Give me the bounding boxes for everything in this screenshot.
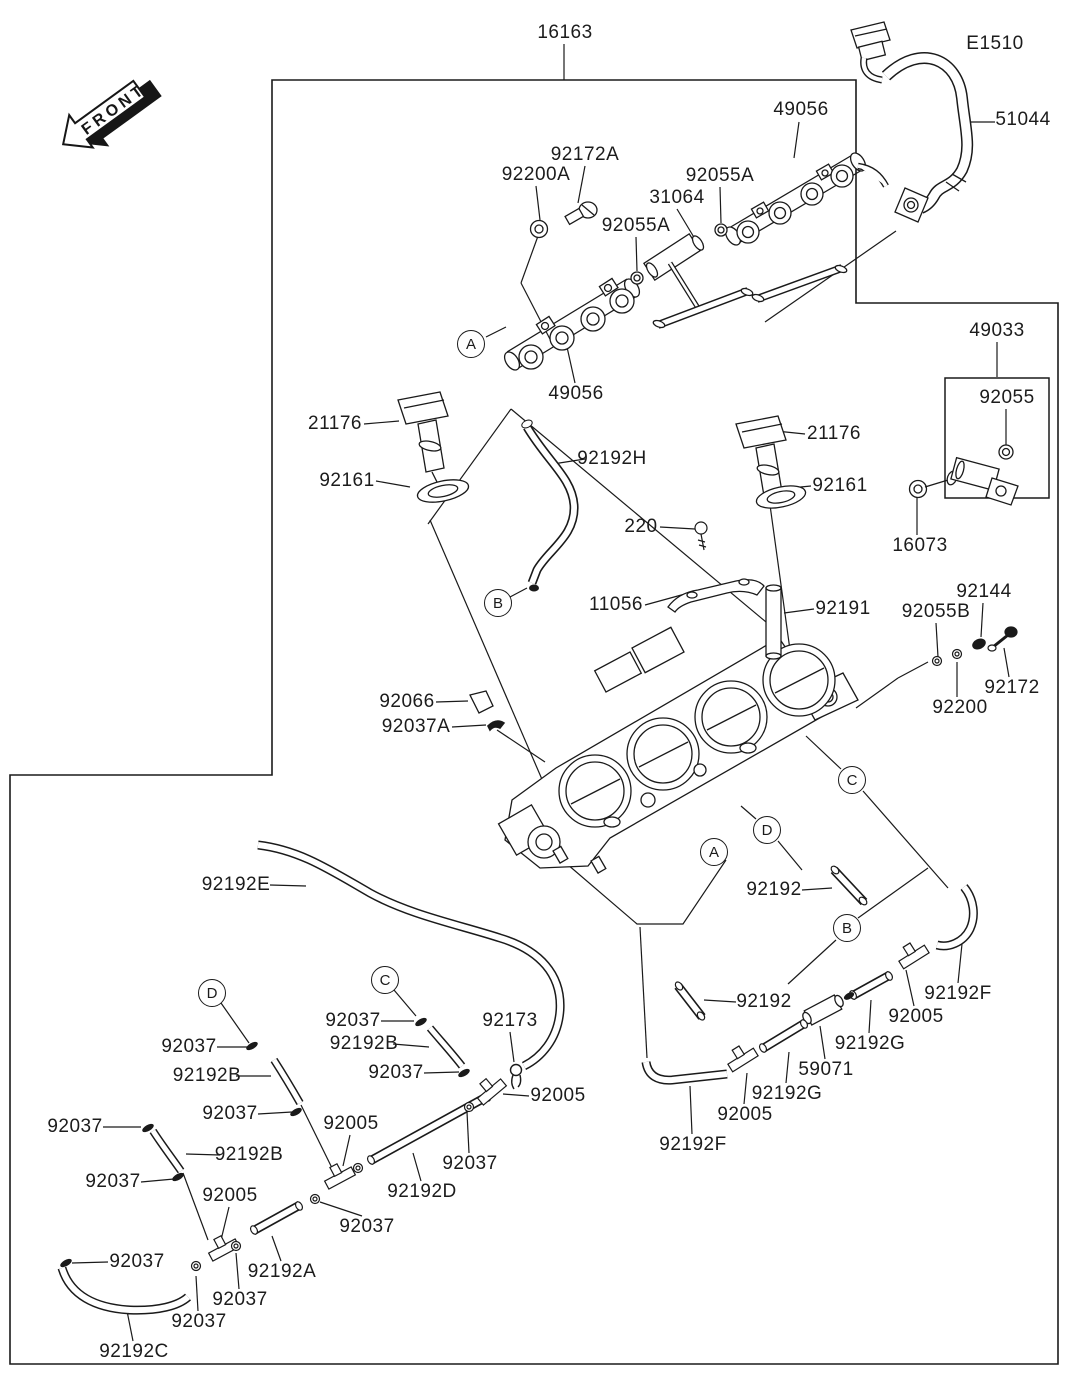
pipe-92191 [766, 585, 781, 659]
throttle-bore [559, 755, 631, 827]
part-label-49056: 49056 [548, 383, 604, 404]
part-label-92172: 92172 [984, 677, 1040, 698]
part-label-92192: 92192 [736, 991, 792, 1012]
part-label-49056: 49056 [773, 99, 829, 120]
oring-92055A-left [631, 272, 643, 284]
front-arrow-label: FRONT [78, 80, 150, 139]
throttle-bore [627, 718, 699, 790]
part-label-92037: 92037 [325, 1010, 381, 1031]
part-label-92173: 92173 [482, 1010, 538, 1031]
hose-92192E [258, 845, 560, 1066]
bolt-92172A [565, 202, 597, 224]
orings-92037 [192, 991, 855, 1270]
part-label-92192G: 92192G [834, 1033, 906, 1054]
pin-92144 [971, 637, 987, 651]
part-label-92005: 92005 [202, 1185, 258, 1206]
damper-92066 [470, 691, 493, 713]
part-label-92005: 92005 [717, 1104, 773, 1125]
part-label-92192C: 92192C [99, 1341, 169, 1362]
oring-92055A-right [715, 224, 727, 236]
part-label-92037: 92037 [47, 1116, 103, 1137]
part-label-92037: 92037 [339, 1216, 395, 1237]
hose-51044 [851, 22, 967, 222]
part-label-92037: 92037 [212, 1289, 268, 1310]
part-label-92192B: 92192B [329, 1033, 399, 1054]
bolt-92172 [988, 627, 1017, 651]
joint-pipe-31064 [644, 234, 848, 329]
tube-92192-top [830, 865, 869, 907]
part-label-92055A: 92055A [685, 165, 755, 186]
washer-92200A [531, 221, 548, 238]
bracket-11056 [668, 579, 764, 612]
part-label-92192F: 92192F [659, 1134, 727, 1155]
part-label-92192: 92192 [746, 879, 802, 900]
hose-92192B-c [430, 1028, 462, 1066]
part-label-92037: 92037 [368, 1062, 424, 1083]
injector-21176-right [736, 416, 808, 512]
part-label-92037: 92037 [202, 1103, 258, 1124]
part-label-92192B: 92192B [172, 1065, 242, 1086]
washer-16073 [910, 481, 927, 498]
hose-92192C [62, 1268, 188, 1310]
part-label-92191: 92191 [815, 598, 871, 619]
part-label-92144: 92144 [956, 581, 1012, 602]
part-label-16163: 16163 [537, 22, 593, 43]
clamp-92037A [488, 721, 504, 730]
part-label-92200A: 92200A [501, 164, 571, 185]
part-label-92037: 92037 [85, 1171, 141, 1192]
ref-marker-D: D [753, 816, 781, 844]
ref-marker-B: B [833, 914, 861, 942]
part-label-92192A: 92192A [247, 1261, 317, 1282]
part-label-59071: 59071 [798, 1059, 854, 1080]
part-label-92005: 92005 [530, 1085, 586, 1106]
part-label-92192H: 92192H [577, 448, 647, 469]
hose-92192B-d [274, 1060, 300, 1103]
part-label-21176: 21176 [308, 413, 362, 434]
part-label-49033: 49033 [969, 320, 1025, 341]
hose-92192H [521, 419, 575, 591]
part-label-92192D: 92192D [387, 1181, 457, 1202]
part-label-92037: 92037 [442, 1153, 498, 1174]
hose-92192B-left [153, 1131, 181, 1171]
part-label-92055: 92055 [979, 387, 1035, 408]
part-label-16073: 16073 [892, 535, 948, 556]
oring-92055 [999, 445, 1013, 459]
throttle-bore [695, 681, 767, 753]
part-label-92200: 92200 [932, 697, 988, 718]
part-label-92055B: 92055B [901, 601, 971, 622]
ref-marker-B: B [484, 589, 512, 617]
screw-220 [695, 522, 707, 550]
tube-92192-left [674, 981, 706, 1022]
fuel-rail-lower [502, 276, 643, 372]
part-label-92192B: 92192B [214, 1144, 284, 1165]
part-label-92172A: 92172A [550, 144, 620, 165]
front-arrow [51, 65, 167, 168]
ref-marker-C: C [838, 766, 866, 794]
tube-92192G-right [848, 971, 894, 1001]
part-label-21176: 21176 [807, 423, 861, 444]
throttle-body [499, 627, 858, 873]
part-label-92161: 92161 [812, 475, 868, 496]
washer-92055B [933, 657, 942, 666]
hose-92192F-left [646, 1062, 727, 1080]
injector-21176-left [398, 392, 471, 506]
part-label-92192E: 92192E [201, 874, 271, 895]
part-label-92037: 92037 [171, 1311, 227, 1332]
ref-marker-A: A [700, 838, 728, 866]
ref-marker-C: C [371, 966, 399, 994]
outer-border [10, 80, 1058, 1364]
valve-59071 [801, 994, 845, 1025]
part-label-51044: 51044 [995, 109, 1051, 130]
part-label-E1510: E1510 [966, 33, 1024, 54]
tube-92192G-left [758, 1019, 809, 1054]
clamp-92173 [511, 1065, 522, 1090]
part-label-92066: 92066 [379, 691, 435, 712]
part-label-11056: 11056 [589, 594, 643, 615]
part-label-92005: 92005 [888, 1006, 944, 1027]
part-label-31064: 31064 [649, 187, 705, 208]
ref-marker-D: D [198, 979, 226, 1007]
part-label-92192F: 92192F [924, 983, 992, 1004]
part-label-92037A: 92037A [381, 716, 451, 737]
nut-92200 [953, 650, 962, 659]
hose-92192F-right [937, 887, 973, 946]
part-label-92037: 92037 [161, 1036, 217, 1057]
part-label-92055A: 92055A [601, 215, 671, 236]
part-label-92005: 92005 [323, 1113, 379, 1134]
part-label-92037: 92037 [109, 1251, 165, 1272]
part-label-92161: 92161 [319, 470, 375, 491]
part-label-220: 220 [624, 516, 658, 537]
ref-marker-A: A [457, 330, 485, 358]
part-label-92192G: 92192G [751, 1083, 823, 1104]
